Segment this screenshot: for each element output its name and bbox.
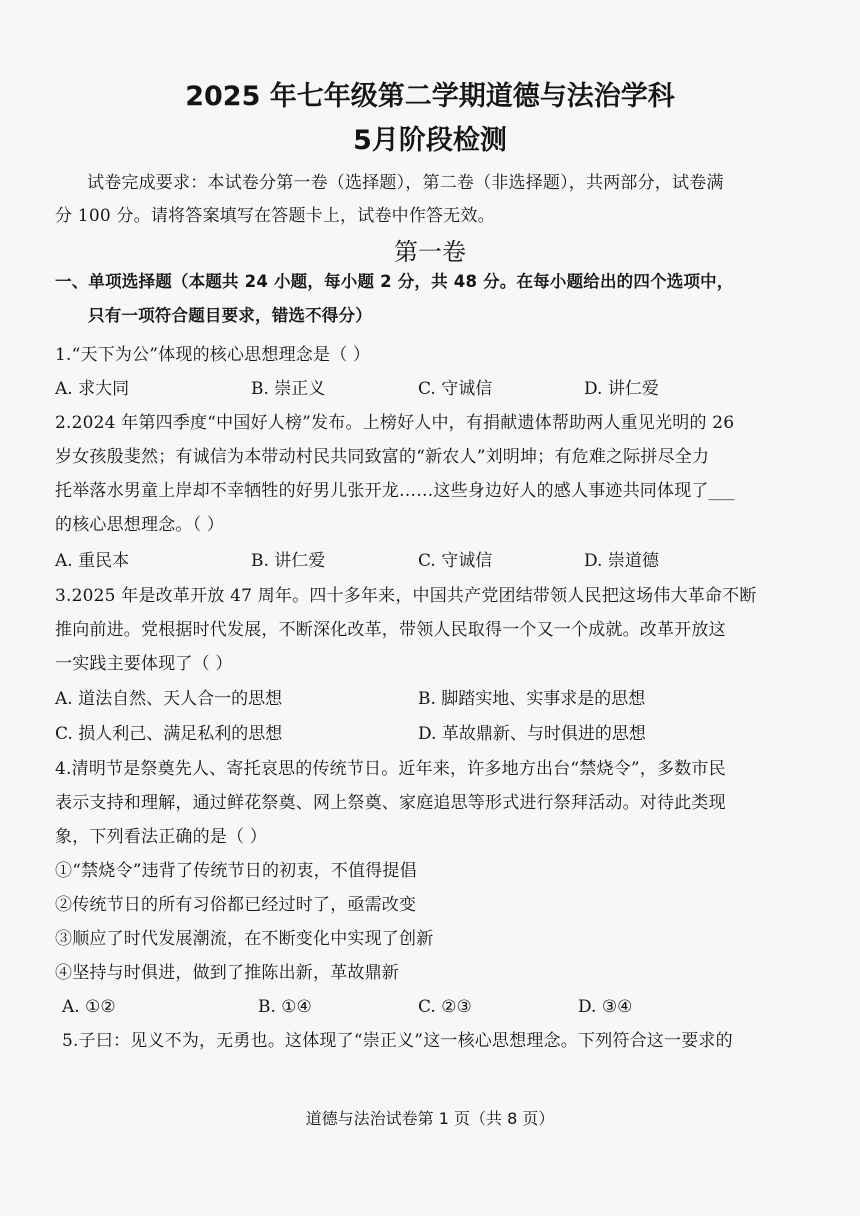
q4-statement-3: ③顺应了时代发展潮流，在不断变化中实现了创新 — [55, 929, 434, 949]
section-heading-line-1: 一、单项选择题（本题共 24 小题，每小题 2 分，共 48 分。在每小题给出的四个选项中， — [55, 272, 734, 291]
q4-statement-1: ①“禁烧令”违背了传统节日的初衷，不值得提倡 — [55, 861, 417, 881]
q1-option-c: C. 守诚信 — [418, 379, 493, 399]
q3-option-b: B. 脚踏实地、实事求是的思想 — [418, 689, 646, 709]
q4-statement-2: ②传统节日的所有习俗都已经过时了，亟需改变 — [55, 895, 417, 915]
volume-title: 第一卷 — [394, 238, 466, 266]
q4-statement-4: ④坚持与时俱进，做到了推陈出新，革故鼎新 — [55, 963, 399, 983]
q3-option-c: C. 损人利己、满足私利的思想 — [55, 724, 283, 744]
q1-option-d: D. 讲仁爱 — [584, 379, 659, 399]
section-heading-line-2: 只有一项符合题目要求，错选不得分） — [88, 306, 372, 325]
page-footer: 道德与法治试卷第 1 页（共 8 页） — [305, 1109, 555, 1128]
q2-stem-line-3: 托举落水男童上岸却不幸牺牲的好男儿张开龙……这些身边好人的感人事迹共同体现了___ — [55, 481, 735, 501]
q4-option-a: A. ①② — [62, 997, 116, 1017]
q2-stem-line-2: 岁女孩殷斐然；有诚信为本带动村民共同致富的“新农人”刘明坤；有危难之际拼尽全力 — [55, 447, 710, 467]
q2-stem-line-1: 2.2024 年第四季度“中国好人榜”发布。上榜好人中，有捐献遗体帮助两人重见光明的 26 — [55, 413, 735, 433]
q4-stem-line-3: 象，下列看法正确的是（ ） — [55, 827, 268, 847]
q4-stem-line-2: 表示支持和理解，通过鲜花祭奠、网上祭奠、家庭追思等形式进行祭拜活动。对待此类现 — [55, 793, 726, 813]
q1-stem: 1.“天下为公”体现的核心思想理念是（ ） — [55, 345, 371, 365]
q2-option-c: C. 守诚信 — [418, 551, 493, 571]
instructions-line-2: 分 100 分。请将答案填写在答题卡上，试卷中作答无效。 — [55, 206, 495, 226]
exam-subtitle: 5月阶段检测 — [353, 125, 507, 156]
q4-option-b: B. ①④ — [258, 997, 312, 1017]
q4-stem-line-1: 4.清明节是祭奠先人、寄托哀思的传统节日。近年来，许多地方出台“禁烧令”，多数市民 — [55, 759, 726, 779]
q5-stem-line-1: 5.子曰：见义不为，无勇也。这体现了“崇正义”这一核心思想理念。下列符合这一要求的 — [62, 1031, 733, 1051]
q2-option-a: A. 重民本 — [55, 551, 130, 571]
q2-option-d: D. 崇道德 — [584, 551, 659, 571]
q3-stem-line-3: 一实践主要体现了（ ） — [55, 654, 233, 674]
instructions-line-1: 试卷完成要求：本试卷分第一卷（选择题），第二卷（非选择题），共两部分，试卷满 — [87, 173, 724, 193]
q1-option-a: A. 求大同 — [55, 379, 130, 399]
q4-option-c: C. ②③ — [418, 997, 472, 1017]
q2-stem-line-4: 的核心思想理念。（ ） — [55, 515, 225, 535]
exam-title: 2025 年七年级第二学期道德与法治学科 — [185, 81, 675, 112]
q2-option-b: B. 讲仁爱 — [251, 551, 326, 571]
q3-stem-line-1: 3.2025 年是改革开放 47 周年。四十多年来，中国共产党团结带领人民把这场伟大革命不断 — [55, 586, 757, 606]
q4-option-d: D. ③④ — [578, 997, 633, 1017]
q3-option-a: A. 道法自然、天人合一的思想 — [55, 689, 283, 709]
q3-option-d: D. 革故鼎新、与时俱进的思想 — [418, 724, 646, 744]
q3-stem-line-2: 推向前进。党根据时代发展，不断深化改革，带领人民取得一个又一个成就。改革开放这 — [55, 620, 726, 640]
q1-option-b: B. 崇正义 — [251, 379, 326, 399]
